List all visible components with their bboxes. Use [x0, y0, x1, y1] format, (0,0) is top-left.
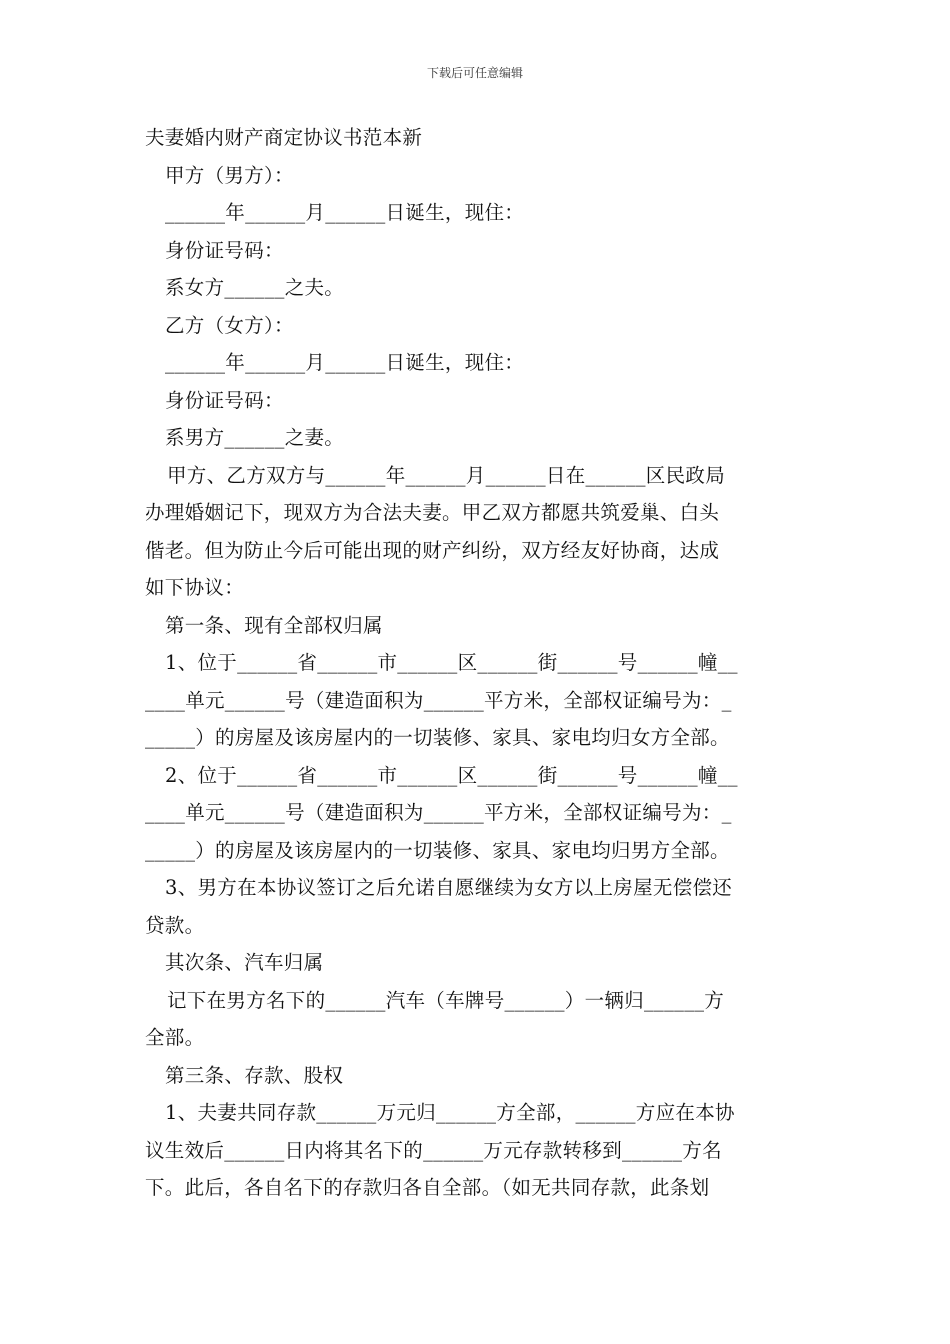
- paragraph-line: ______年______月______日诞生，现住：: [165, 201, 525, 224]
- paragraph-line: 第三条、存款、股权: [165, 1063, 344, 1087]
- paragraph-line: 其次条、汽车归属: [165, 951, 324, 974]
- paragraph-line: 身份证号码：: [165, 388, 284, 412]
- paragraph-line: ____单元______号（建造面积为______平方米，全部权证编号为：_: [145, 688, 732, 712]
- paragraph-line: 甲方、乙方双方与______年______月______日在______区民政局: [167, 463, 725, 487]
- paragraph-line: 系女方______之夫。: [165, 276, 345, 299]
- paragraph-line: 甲方（男方）：: [165, 163, 294, 187]
- paragraph-line: ______年______月______日诞生，现住：: [165, 351, 525, 374]
- document-lines: [145, 157, 810, 1207]
- paragraph-line: _____）的房屋及该房屋内的一切装修、家具、家电均归男方全部。: [145, 838, 730, 862]
- paragraph-line: 1、夫妻共同存款______万元归______方全部，______方应在本协: [165, 1101, 735, 1124]
- paragraph-line: 身份证号码：: [165, 238, 284, 262]
- paragraph-line: 系男方______之妻。: [165, 426, 345, 449]
- paragraph-line: 如下协议：: [145, 576, 245, 599]
- paragraph-line: 全部。: [145, 1026, 205, 1049]
- page-header-note: 下载后可任意编辑: [426, 66, 523, 80]
- paragraph-line: 议生效后______日内将其名下的______万元存款转移到______方名: [145, 1138, 722, 1162]
- paragraph-line: 偕老。但为防止今后可能出现的财产纠纷，双方经友好协商，达成: [145, 538, 720, 562]
- document-body: [145, 119, 810, 1207]
- paragraph-line: 贷款。: [145, 913, 205, 937]
- paragraph-line: 2、位于______省______市______区______街______号______幢__: [165, 763, 738, 787]
- paragraph-line: 第一条、现有全部权归属: [165, 613, 383, 637]
- paragraph-line: 乙方（女方）：: [165, 313, 294, 337]
- paragraph-line: 下。此后，各自名下的存款归各自全部。（如无共同存款，此条划: [145, 1176, 710, 1199]
- paragraph-line: 3、男方在本协议签订之后允诺自愿继续为女方以上房屋无偿偿还: [165, 876, 733, 899]
- paragraph-line: ____单元______号（建造面积为______平方米，全部权证编号为：_: [145, 801, 732, 824]
- paragraph-line: 记下在男方名下的______汽车（车牌号______）一辆归______方: [167, 988, 725, 1012]
- paragraph-line: 1、位于______省______市______区______街______号______幢__: [165, 651, 738, 674]
- document-title: 夫妻婚内财产商定协议书范本新: [145, 126, 423, 149]
- paragraph-line: 办理婚姻记下，现双方为合法夫妻。甲乙双方都愿共筑爱巢、白头: [145, 501, 720, 524]
- paragraph-line: _____）的房屋及该房屋内的一切装修、家具、家电均归女方全部。: [145, 726, 730, 749]
